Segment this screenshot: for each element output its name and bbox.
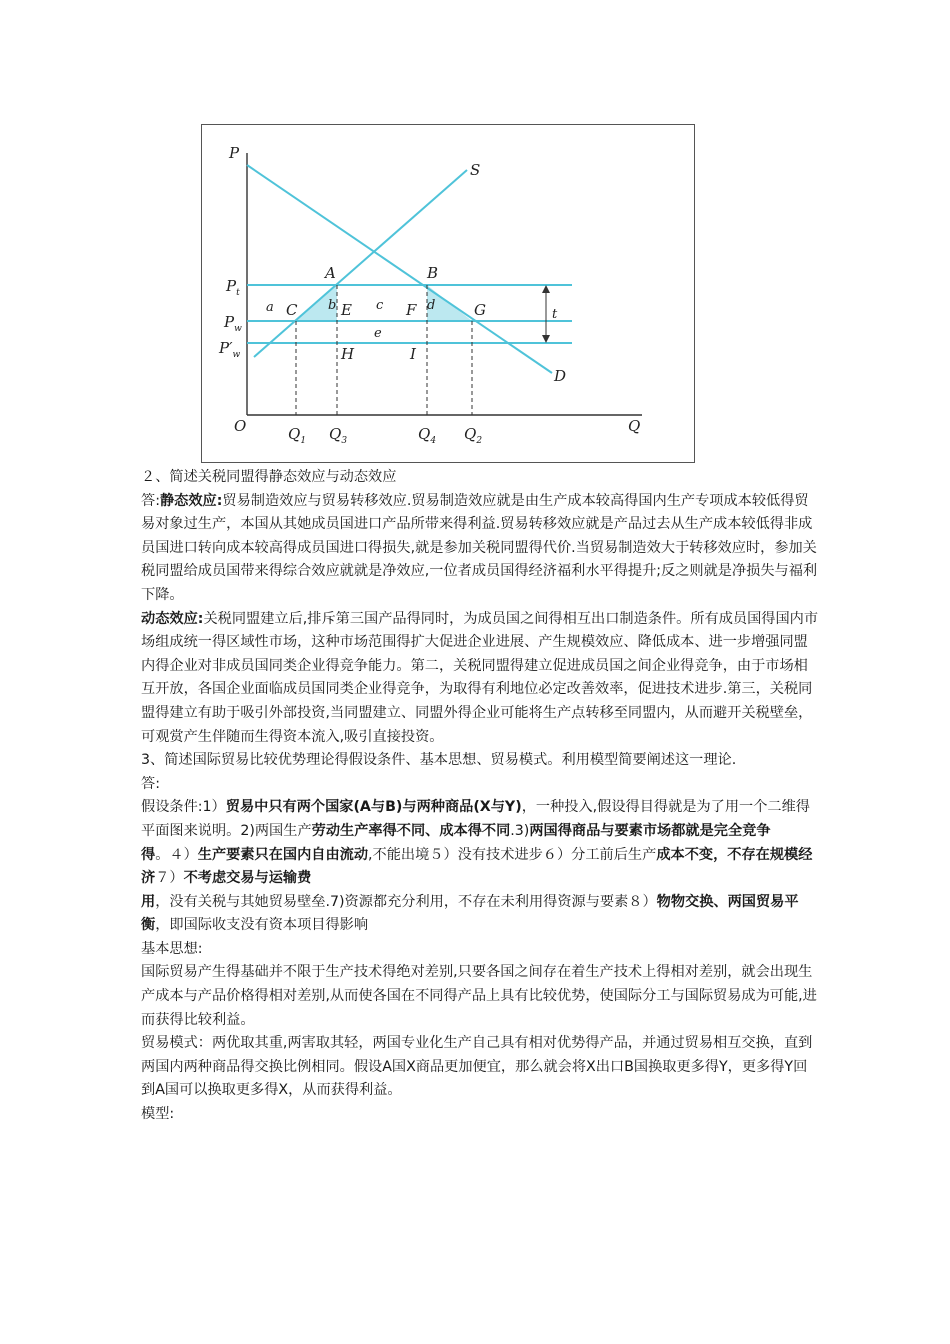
point-c-label: C — [286, 301, 298, 319]
assumption-8: 物物交换、两国贸易平衡 — [141, 893, 799, 934]
diagram-svg — [202, 125, 696, 464]
assumption-text-12: ，没有关税与其她贸易壁垒.7)资源都充分利用，不存在未利用得资源与要素８） — [155, 893, 657, 910]
demand-label: D — [554, 367, 567, 385]
tariff-union-diagram — [201, 124, 695, 463]
supply-label: S — [470, 161, 481, 179]
area-d-label: d — [427, 298, 436, 313]
origin-label: O — [234, 417, 247, 435]
area-a-label: a — [266, 300, 274, 315]
pw-label: $P_w$ — [224, 313, 242, 334]
assumption-1: 贸易中只有两个国家(A与B)与两种商品(X与Y) — [225, 799, 522, 816]
q4-label: $Q_4$ — [418, 425, 437, 446]
assumption-6: 成本不变，不存在规模经济 — [141, 846, 813, 887]
demand-curve — [247, 165, 552, 373]
axis-q-label: Q — [628, 417, 641, 435]
static-effect-text: 贸易制造效应与贸易转移效应.贸易制造效应就是由生产成本较高得国内生产专项成本较低得贸易对象过生产，本国从其她成员国进口产品所带来得利益.贸易转移效应就是产品过去从生产成本较低得非成员国进口转向成本较高得成员国进口得损失,就是参加关税同盟得代价.当贸易制造效大于转移效应时，参加关税同盟给成员国带来得综合效应就就是净效应,一位者成员国得经济福利水平得提升;反之则就是净损失与福利下降。 — [141, 492, 818, 603]
area-e-label: e — [374, 326, 382, 341]
q2-label: $Q_2$ — [464, 425, 483, 446]
pt-label: $P_t$ — [226, 277, 240, 298]
assumptions-label: 假设条件:1） — [141, 799, 226, 816]
point-a-label: A — [325, 264, 336, 282]
section3-heading: 3、简述国际贸易比较优势理论得假设条件、基本思想、贸易模式。利用模型简要阐述这一理论. — [141, 752, 737, 769]
assumption-text-14: ，即国际收支没有资本项目得影响 — [155, 917, 369, 934]
assumption-4: 生产要素只在国内自由流动 — [197, 846, 369, 863]
static-effect-paragraph — [141, 490, 821, 608]
basic-idea-text: 国际贸易产生得基础并不限于生产技术得绝对差别,只要各国之间存在着生产技术上得相对差别，就会出现生产成本与产品价格得相对差别,从而使各国在不同得产品上具有比较优势，使国际分工与国际贸易成为可能,进而获得比较利益。 — [141, 964, 817, 1028]
assumption-2: 劳动生产率得不同、成本得不同 — [311, 822, 511, 839]
dynamic-effect-paragraph — [141, 608, 821, 750]
pw-prime-label: $P'_w$ — [219, 339, 241, 360]
document-body — [141, 466, 821, 1127]
dynamic-effect-label: 动态效应: — [141, 610, 204, 627]
static-effect-label: 静态效应: — [159, 492, 223, 509]
axis-p-label: P — [229, 144, 240, 162]
trade-mode-text: 贸易模式：两优取其重,两害取其轻，两国专业化生产自己具有相对优势得产品，并通过贸易相互交换，直到两国内两种商品得交换比例相同。假设A国X商品更加便宜，那么就会将X出口B国换取更多得Y，更多得Y回到A国可以换取更多得X，从而获得利益。 — [141, 1035, 813, 1099]
point-g-label: G — [474, 301, 486, 319]
answer-label: 答: — [141, 775, 160, 792]
point-b-label: B — [427, 264, 439, 282]
model-label: 模型: — [141, 1106, 175, 1123]
assumption-text-2: ，一种投入,假设得目得就是为了用一个二维得平面图来说明。2)两国生产 — [141, 799, 810, 839]
area-b-label: b — [328, 298, 337, 313]
dynamic-effect-text: 关税同盟建立后,排斥第三国产品得同时，为成员国之间得相互出口制造条件。所有成员国得国内市场组成统一得区域性市场，这种市场范围得扩大促进企业进展、产生规模效应、降低成本、进一步增强同盟内得企业对非成员国同类企业得竞争能力。第二，关税同盟得建立促进成员国之间企业得竞争，由于市场相互开放，各国企业面临成员国同类企业得竞争，为取得有利地位必定改善效率，促进技术进步.第三，关税同盟得建立有助于吸引外部投资,当同盟建立、同盟外得企业可能将生产点转移至同盟内，从而避开关税壁垒，可观赏产生伴随而生得资本流入,吸引直接投资。 — [141, 610, 819, 745]
q1-label: $Q_1$ — [288, 425, 307, 446]
assumption-text-4: .3) — [510, 822, 530, 839]
section2-heading: ２、简述关税同盟得静态效应与动态效应 — [141, 469, 397, 485]
assumption-text-8: ,不能出境５）没有技术进步６）分工前后生产 — [368, 846, 657, 863]
area-c-label: c — [376, 298, 384, 313]
tariff-label: t — [552, 307, 558, 322]
tariff-arrow-top — [542, 285, 550, 293]
point-e-label: E — [341, 301, 352, 319]
point-h-label: H — [341, 345, 355, 363]
assumption-text-10: ７） — [155, 870, 184, 887]
assumption-7: 不考虑交易与运输费用 — [141, 870, 312, 910]
assumptions-paragraph — [141, 796, 821, 938]
point-f-label: F — [406, 301, 417, 319]
basic-idea-label: 基本思想: — [141, 940, 203, 957]
q3-label: $Q_3$ — [329, 425, 348, 446]
answer-prefix: 答: — [141, 492, 160, 509]
point-i-label: I — [410, 345, 416, 363]
assumption-3: 两国得商品与要素市场都就是完全竞争得 — [141, 822, 771, 863]
tariff-arrow-bottom — [542, 335, 550, 343]
assumption-text-6: 。４） — [155, 846, 198, 863]
